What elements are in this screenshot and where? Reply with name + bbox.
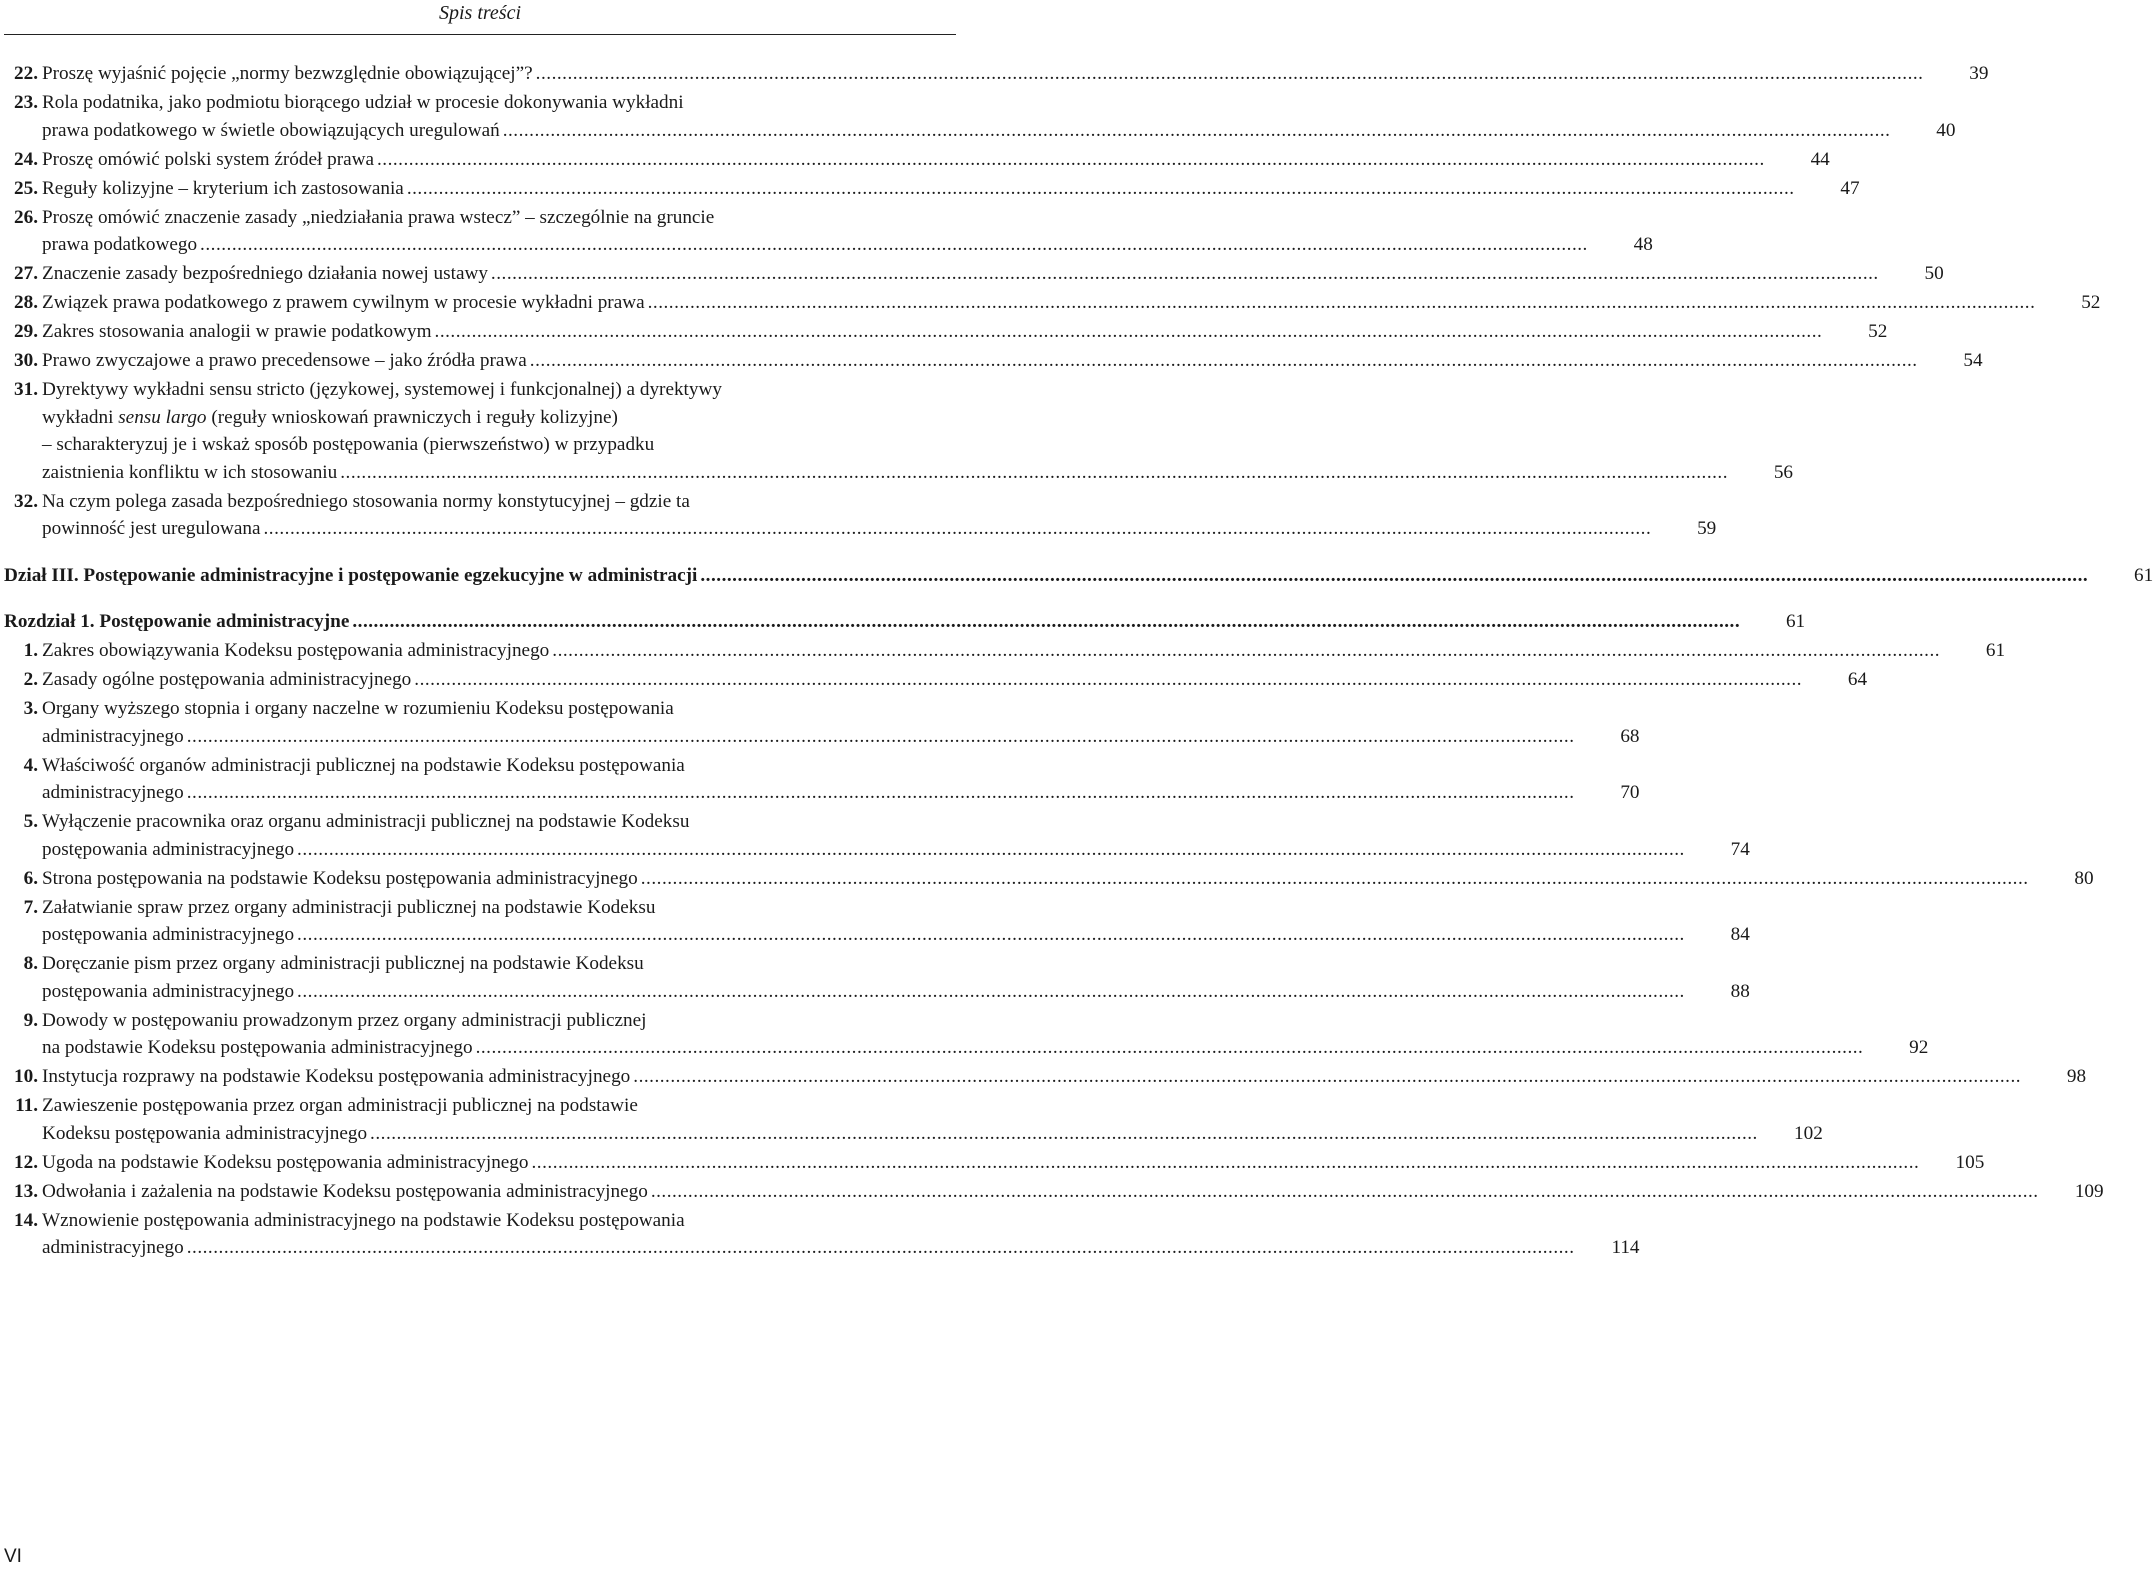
toc-page-number: 64 (1847, 669, 1868, 690)
toc-entry[interactable] (4, 289, 2101, 317)
toc-entry-number: 1. (23, 640, 38, 661)
toc-entry[interactable] (4, 1092, 1823, 1147)
toc-entry-title: powinność jest uregulowana (42, 518, 261, 539)
toc-entry-number: 11. (15, 1095, 38, 1116)
toc-entry[interactable] (4, 488, 1717, 543)
toc-page-number: 47 (1840, 177, 1860, 199)
toc-entry-number: 6. (23, 867, 38, 889)
toc-page-number: 61 (1985, 640, 2006, 661)
toc-page-number: 59 (1697, 518, 1717, 539)
toc-entry-title: na podstawie Kodeksu postępowania administracyjnego (42, 1037, 473, 1058)
toc-entry-title: administracyjnego (42, 725, 184, 747)
toc-entry-31[interactable] (4, 376, 1794, 486)
dot-leader (530, 347, 1918, 375)
toc-entry[interactable] (4, 1063, 2087, 1091)
toc-page-number: 61 (1785, 611, 1806, 632)
toc-page-number: 52 (1868, 321, 1888, 342)
toc-entry-line: Dyrektywy wykładni sensu stricto (językowej, systemowej i funkcjonalnej) a dyrektywy (42, 379, 722, 400)
dot-leader (552, 637, 1940, 665)
toc-entry[interactable] (4, 1207, 1640, 1262)
toc-page-number: 56 (1773, 461, 1794, 483)
toc-entry-number: 27. (14, 263, 38, 284)
toc-entry[interactable] (4, 695, 1640, 750)
toc-entry-title: Proszę wyjaśnić pojęcie „normy bezwzględnie obowiązującej”? (42, 63, 533, 84)
dot-leader (297, 921, 1685, 949)
toc-entry-title: Związek prawa podatkowego z prawem cywilnym w procesie wykładni prawa (42, 292, 645, 313)
toc-entry[interactable] (4, 1178, 2104, 1206)
dot-leader (200, 231, 1588, 259)
toc-entry-title: Znaczenie zasady bezpośredniego działania nowej ustawy (42, 263, 488, 284)
toc-entry-title: postępowania administracyjnego (42, 980, 295, 1002)
toc-entry-number: 25. (14, 177, 38, 199)
toc-entry-title: Odwołania i zażalenia na podstawie Kodeksu postępowania administracyjnego (42, 1180, 648, 1202)
toc-entry[interactable] (4, 1007, 1929, 1062)
dot-leader (476, 1034, 1864, 1062)
toc-entry-number: 31. (14, 379, 38, 400)
running-header: Spis treści (438, 2, 522, 24)
toc-entry-number: 2. (23, 669, 38, 690)
toc-page-number: 48 (1633, 234, 1653, 255)
toc-entry[interactable] (4, 894, 1750, 949)
toc-entry-number: 9. (23, 1009, 38, 1031)
toc-entry-title: Zakres obowiązywania Kodeksu postępowania administracyjnego (42, 640, 550, 661)
toc-entry-title: Zakres stosowania analogii w prawie podatkowym (42, 321, 432, 342)
toc-page-number: 54 (1963, 350, 1983, 371)
toc-entry-title: administracyjnego (42, 782, 184, 803)
toc-entry-number: 10. (14, 1066, 38, 1087)
toc-entry[interactable] (4, 89, 1956, 144)
toc-entry-title: administracyjnego (42, 1237, 184, 1258)
toc-entry-title: Ugoda na podstawie Kodeksu postępowania administracyjnego (42, 1151, 529, 1173)
toc-entry-line: wykładni sensu largo (reguły wnioskowań prawniczych i reguły kolizyjne) (42, 406, 618, 428)
toc-page-number: 61 (2133, 564, 2153, 586)
toc-entry-title: Prawo zwyczajowe a prawo precedensowe – jako źródła prawa (42, 350, 527, 371)
toc-page-number: 88 (1730, 980, 1750, 1002)
toc-entry[interactable] (4, 318, 1888, 346)
dot-leader (370, 1120, 1758, 1148)
toc-entry-title: Kodeksu postępowania administracyjnego (42, 1122, 368, 1144)
toc-entry[interactable] (4, 808, 1750, 863)
table-of-contents (4, 60, 2153, 1263)
toc-entry[interactable] (4, 1149, 1985, 1177)
dot-leader (187, 779, 1575, 807)
toc-page-number: 84 (1730, 924, 1750, 945)
toc-entry-title: Instytucja rozprawy na podstawie Kodeksu postępowania administracyjnego (42, 1066, 631, 1087)
toc-page-number: 70 (1620, 782, 1640, 803)
dot-leader (435, 318, 1823, 346)
dot-leader (187, 723, 1575, 751)
toc-page-number: 102 (1794, 1122, 1823, 1144)
toc-page-number: 52 (2081, 292, 2101, 313)
toc-entry-line: Dowody w postępowaniu prowadzonym przez organy administracji publicznej (42, 1009, 647, 1031)
toc-entry-number: 22. (14, 63, 38, 84)
dot-leader (297, 978, 1685, 1006)
toc-entry-line: Doręczanie pism przez organy administracji publicznej na podstawie Kodeksu (42, 953, 644, 974)
section-title: Dział III. Postępowanie administracyjne i postępowanie egzekucyjne w administracji (4, 564, 698, 586)
toc-entry-line: Organy wyższego stopnia i organy naczelne w rozumieniu Kodeksu postępowania (42, 698, 674, 719)
toc-entry-title: postępowania administracyjnego (42, 924, 295, 945)
dot-leader (377, 146, 1765, 174)
dot-leader (641, 865, 2029, 893)
dot-leader (187, 1234, 1575, 1262)
toc-entry[interactable] (4, 347, 1983, 375)
toc-entry-number: 4. (23, 754, 38, 776)
toc-chapter-heading[interactable] (4, 608, 1806, 636)
toc-section-heading[interactable] (4, 562, 2153, 590)
toc-entry-number: 28. (14, 292, 38, 313)
toc-entry-number: 32. (14, 490, 38, 512)
header-divider (4, 34, 956, 35)
toc-entry[interactable] (4, 204, 1653, 259)
dot-leader (414, 666, 1802, 694)
toc-entry-number: 30. (14, 350, 38, 371)
toc-entry-title: Reguły kolizyjne – kryterium ich zastosowania (42, 177, 404, 199)
toc-entry-title: postępowania administracyjnego (42, 838, 295, 860)
toc-entry-title-end: zaistnienia konfliktu w ich stosowaniu (42, 461, 338, 483)
toc-page-number: 50 (1924, 263, 1944, 284)
toc-page-number: 80 (2074, 867, 2094, 889)
toc-page-number: 114 (1611, 1237, 1640, 1258)
toc-entry-line: Na czym polega zasada bezpośredniego stosowania normy konstytucyjnej – gdzie ta (42, 490, 690, 512)
dot-leader (633, 1063, 2021, 1091)
toc-entry[interactable] (4, 950, 1750, 1005)
toc-entry[interactable] (4, 60, 1989, 88)
toc-entry-number: 7. (23, 896, 38, 918)
toc-page-number: 68 (1620, 725, 1640, 747)
toc-entries-part-1 (4, 60, 2101, 375)
toc-entry-number: 23. (14, 92, 38, 113)
toc-entry[interactable] (4, 637, 2006, 665)
toc-entry-line: Zawieszenie postępowania przez organ administracji publicznej na podstawie (42, 1095, 638, 1116)
toc-page-number: 74 (1730, 838, 1750, 860)
dot-leader (532, 1149, 1920, 1177)
toc-entry-line: Rola podatnika, jako podmiotu biorącego udział w procesie dokonywania wykładni (42, 92, 684, 113)
toc-entry-number: 8. (23, 953, 38, 974)
toc-entry[interactable] (4, 260, 1944, 288)
toc-entry-title: Strona postępowania na podstawie Kodeksu postępowania administracyjnego (42, 867, 638, 889)
dot-leader (700, 562, 2088, 590)
dot-leader (651, 1178, 2039, 1206)
toc-entry-line: Załatwianie spraw przez organy administracji publicznej na podstawie Kodeksu (42, 896, 656, 918)
toc-entry-32-wrap (4, 488, 1717, 543)
toc-entry-line: Właściwość organów administracji publicznej na podstawie Kodeksu postępowania (42, 754, 685, 776)
dot-leader (503, 117, 1891, 145)
toc-entry[interactable] (4, 752, 1640, 807)
toc-entry-line: Wyłączenie pracownika oraz organu administracji publicznej na podstawie Kodeksu (42, 811, 690, 832)
dot-leader (648, 289, 2036, 317)
toc-entry[interactable] (4, 666, 1868, 694)
toc-entry-title: prawa podatkowego (42, 234, 198, 255)
dot-leader (352, 608, 1740, 636)
dot-leader (491, 260, 1879, 288)
toc-page-number: 44 (1810, 148, 1830, 170)
toc-entry-number: 26. (14, 206, 38, 228)
chapter-title: Rozdział 1. Postępowanie administracyjne (4, 611, 350, 632)
dot-leader (297, 836, 1685, 864)
toc-entry-number: 24. (14, 148, 38, 170)
toc-entry-line: Proszę omówić znaczenie zasady „niedziałania prawa wstecz” – szczególnie na gruncie (42, 206, 715, 228)
dot-leader (536, 60, 1924, 88)
page-number-footer: VI (4, 1546, 22, 1567)
toc-entry-number: 14. (14, 1209, 38, 1231)
toc-entry-line: – scharakteryzuj je i wskaż sposób postępowania (pierwszeństwo) w przypadku (42, 434, 655, 455)
dot-leader (407, 175, 1795, 203)
toc-entry-number: 3. (23, 698, 38, 719)
toc-page-number: 92 (1909, 1037, 1929, 1058)
toc-entry[interactable] (4, 865, 2094, 893)
toc-entry-number: 12. (14, 1151, 38, 1173)
toc-entry-title: Proszę omówić polski system źródeł prawa (42, 148, 374, 170)
toc-entry-number: 29. (14, 321, 38, 342)
toc-entry[interactable] (4, 146, 1830, 174)
toc-entry-title: prawa podatkowego w świetle obowiązujących uregulowań (42, 119, 500, 141)
toc-entries-part-2 (4, 637, 2104, 1262)
toc-page-number: 39 (1969, 63, 1989, 84)
toc-page-number: 109 (2074, 1180, 2104, 1202)
toc-page-number: 40 (1936, 119, 1956, 141)
toc-entry-title: Zasady ogólne postępowania administracyjnego (42, 669, 412, 690)
toc-entry-line: Wznowienie postępowania administracyjnego na podstawie Kodeksu postępowania (42, 1209, 685, 1231)
dot-leader (340, 459, 1728, 487)
toc-entry[interactable] (4, 175, 1860, 203)
dot-leader (263, 515, 1651, 543)
toc-page-number: 105 (1955, 1151, 1985, 1173)
toc-page-number: 98 (2066, 1066, 2087, 1087)
toc-entry-number: 5. (23, 811, 38, 832)
toc-entry-number: 13. (14, 1180, 38, 1202)
